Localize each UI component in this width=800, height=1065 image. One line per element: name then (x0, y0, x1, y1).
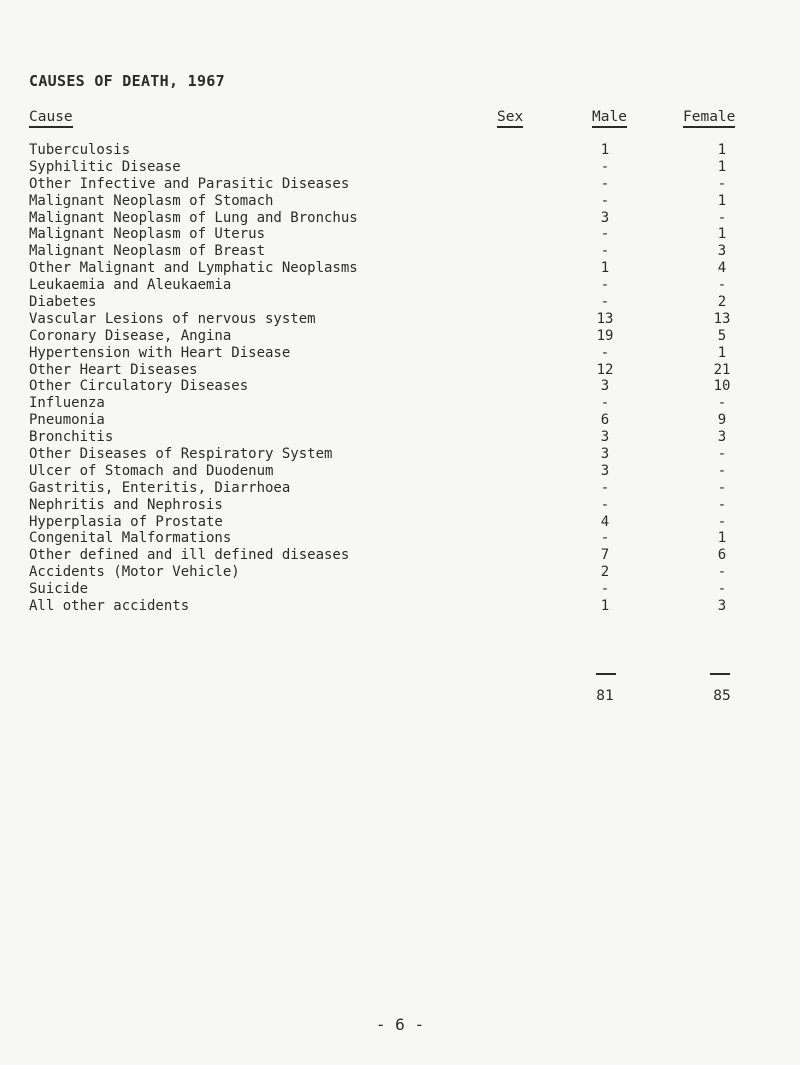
page-number: - 6 - (375, 1015, 425, 1034)
row-female-count: 1 (717, 530, 727, 547)
table-row (0, 412, 800, 429)
table-row (0, 142, 800, 159)
row-female-count: - (717, 395, 727, 412)
row-female-count: 6 (717, 547, 727, 564)
row-male-count: - (600, 530, 610, 547)
row-female-count: 1 (717, 226, 727, 243)
row-cause: Leukaemia and Aleukaemia (29, 277, 232, 294)
row-cause: Vascular Lesions of nervous system (29, 310, 316, 327)
row-female-count: 1 (717, 344, 727, 361)
row-female-count: 9 (717, 412, 727, 429)
row-cause: Other Diseases of Respiratory System (29, 446, 333, 463)
row-male-count: 3 (600, 446, 610, 463)
row-female-count: 21 (713, 361, 731, 378)
row-cause: Malignant Neoplasm of Breast (29, 243, 266, 260)
row-male-count: - (600, 581, 610, 598)
row-cause: Malignant Neoplasm of Uterus (29, 226, 266, 243)
row-female-count: 1 (717, 192, 727, 209)
row-cause: Diabetes (29, 294, 97, 311)
row-male-count: - (600, 175, 610, 192)
table-row (0, 497, 800, 514)
row-male-count: - (600, 294, 610, 311)
row-male-count: - (600, 395, 610, 412)
table-row (0, 159, 800, 176)
column-header-cause: Cause (29, 108, 73, 128)
table-row (0, 378, 800, 395)
row-cause: Gastritis, Enteritis, Diarrhoea (29, 479, 291, 496)
row-cause: Hyperplasia of Prostate (29, 513, 223, 530)
table-row (0, 193, 800, 210)
row-female-count: - (717, 496, 727, 513)
table-row (0, 514, 800, 531)
row-male-count: - (600, 192, 610, 209)
table-row (0, 395, 800, 412)
row-female-count: 5 (717, 327, 727, 344)
table-row (0, 226, 800, 243)
page-title: CAUSES OF DEATH, 1967 (29, 72, 225, 90)
table-row (0, 277, 800, 294)
row-cause: Tuberculosis (29, 142, 131, 158)
table-row (0, 210, 800, 227)
row-cause: Congenital Malformations (29, 530, 232, 547)
row-male-count: 3 (600, 378, 610, 395)
row-female-count: 4 (717, 260, 727, 277)
table-row (0, 446, 800, 463)
row-female-count: - (717, 513, 727, 530)
table-row (0, 564, 800, 581)
row-cause: Nephritis and Nephrosis (29, 496, 223, 513)
row-male-count: - (600, 496, 610, 513)
row-female-count: - (717, 462, 727, 479)
table-row (0, 243, 800, 260)
row-cause: Other Circulatory Diseases (29, 378, 249, 395)
row-cause: Accidents (Motor Vehicle) (29, 564, 240, 581)
row-cause: Bronchitis (29, 429, 114, 446)
row-cause: Syphilitic Disease (29, 158, 181, 175)
row-male-count: 7 (600, 547, 610, 564)
row-male-count: 3 (600, 209, 610, 226)
row-female-count: 3 (717, 243, 727, 260)
row-male-count: 1 (600, 260, 610, 277)
row-female-count: - (717, 175, 727, 192)
table-row (0, 328, 800, 345)
row-female-count: 10 (713, 378, 731, 395)
total-male: 81 (596, 688, 614, 704)
row-male-count: 6 (600, 412, 610, 429)
table-row (0, 176, 800, 193)
row-female-count: - (717, 581, 727, 598)
table-row (0, 311, 800, 328)
row-female-count: - (717, 446, 727, 463)
row-cause: Other Heart Diseases (29, 361, 198, 378)
row-cause: Other defined and ill defined diseases (29, 547, 350, 564)
table-row (0, 362, 800, 379)
total-rule-male (596, 673, 616, 675)
row-male-count: - (600, 344, 610, 361)
row-male-count: 3 (600, 462, 610, 479)
row-female-count: - (717, 479, 727, 496)
table-row (0, 530, 800, 547)
row-female-count: 3 (717, 598, 727, 615)
causes-table (0, 142, 800, 615)
row-male-count: 19 (596, 327, 614, 344)
row-cause: Other Infective and Parasitic Diseases (29, 175, 350, 192)
row-cause: Malignant Neoplasm of Stomach (29, 192, 274, 209)
row-male-count: - (600, 158, 610, 175)
row-cause: Coronary Disease, Angina (29, 327, 232, 344)
row-male-count: 13 (596, 310, 614, 327)
column-header-sex: Sex (497, 108, 523, 128)
total-female: 85 (713, 688, 731, 704)
row-female-count: 13 (713, 310, 731, 327)
row-cause: Suicide (29, 581, 89, 598)
row-male-count: 2 (600, 564, 610, 581)
row-cause: Influenza (29, 395, 105, 412)
table-row (0, 598, 800, 615)
row-male-count: - (600, 277, 610, 294)
row-female-count: 1 (717, 158, 727, 175)
row-female-count: - (717, 564, 727, 581)
row-cause: Malignant Neoplasm of Lung and Bronchus (29, 209, 358, 226)
table-row (0, 260, 800, 277)
row-male-count: - (600, 226, 610, 243)
row-female-count: 2 (717, 294, 727, 311)
table-row (0, 345, 800, 362)
table-row (0, 581, 800, 598)
row-male-count: - (600, 479, 610, 496)
row-cause: Ulcer of Stomach and Duodenum (29, 462, 274, 479)
row-cause: Hypertension with Heart Disease (29, 344, 291, 361)
row-male-count: 4 (600, 513, 610, 530)
row-male-count: - (600, 243, 610, 260)
table-row (0, 463, 800, 480)
table-row (0, 547, 800, 564)
table-row (0, 294, 800, 311)
row-female-count: - (717, 277, 727, 294)
row-cause: Pneumonia (29, 412, 105, 429)
table-row (0, 429, 800, 446)
row-male-count: 1 (600, 598, 610, 615)
row-male-count: 1 (600, 142, 610, 158)
row-female-count: 3 (717, 429, 727, 446)
total-rule-female (710, 673, 730, 675)
row-female-count: - (717, 209, 727, 226)
table-row (0, 480, 800, 497)
column-header-male: Male (592, 108, 627, 128)
row-cause: All other accidents (29, 598, 190, 615)
row-cause: Other Malignant and Lymphatic Neoplasms (29, 260, 358, 277)
row-male-count: 3 (600, 429, 610, 446)
row-male-count: 12 (596, 361, 614, 378)
column-header-female: Female (683, 108, 735, 128)
row-female-count: 1 (717, 142, 727, 158)
